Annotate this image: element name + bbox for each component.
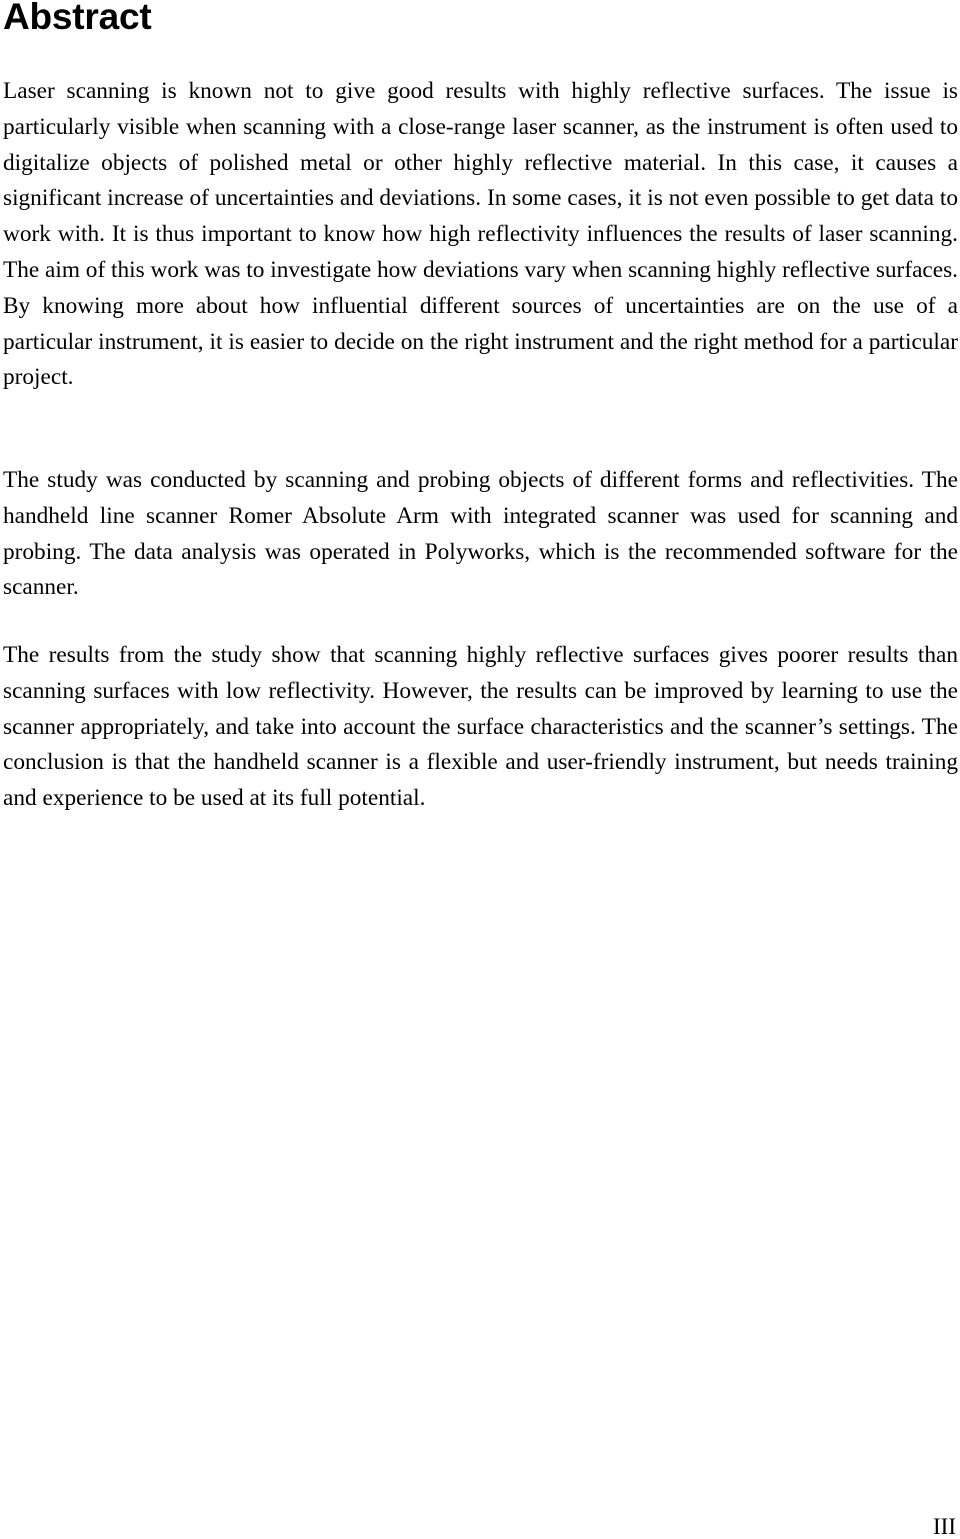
page-number: III (933, 1514, 956, 1539)
abstract-paragraph-2: The study was conducted by scanning and probing objects of different forms and reflectivities. The handheld line scanner Romer Absolute Arm with integrated scanner was used for scanning and probing. The data analysis was operated in Polyworks, which is the recommended software for the scanner. (3, 467, 958, 601)
abstract-paragraph-1: Laser scanning is known not to give good results with highly reflective surfaces. The issue is particularly visible when scanning with a close-range laser scanner, as the instrument is often used to digitalize objects of polished metal or other highly reflective material. In this case, it causes a significant increase of uncertainties and deviations. In some cases, it is not even possible to get data to work with. It is thus important to know how high reflectivity influences the results of laser scanning. The aim of this work was to investigate how deviations vary when scanning highly reflective surfaces. By knowing more about how influential different sources of uncertainties are on the use of a particular instrument, it is easier to decide on the right instrument and the right method for a particular project. (3, 78, 958, 391)
page-title: Abstract (3, 0, 152, 37)
abstract-paragraph-3: The results from the study show that scanning highly reflective surfaces gives poorer results than scanning surfaces with low reflectivity. However, the results can be improved by learning to use the scanner appropriately, and take into account the surface characteristics and the scanner’s settings. The conclusion is that the handheld scanner is a flexible and user-friendly instrument, but needs training and experience to be used at its full potential. (3, 642, 958, 812)
